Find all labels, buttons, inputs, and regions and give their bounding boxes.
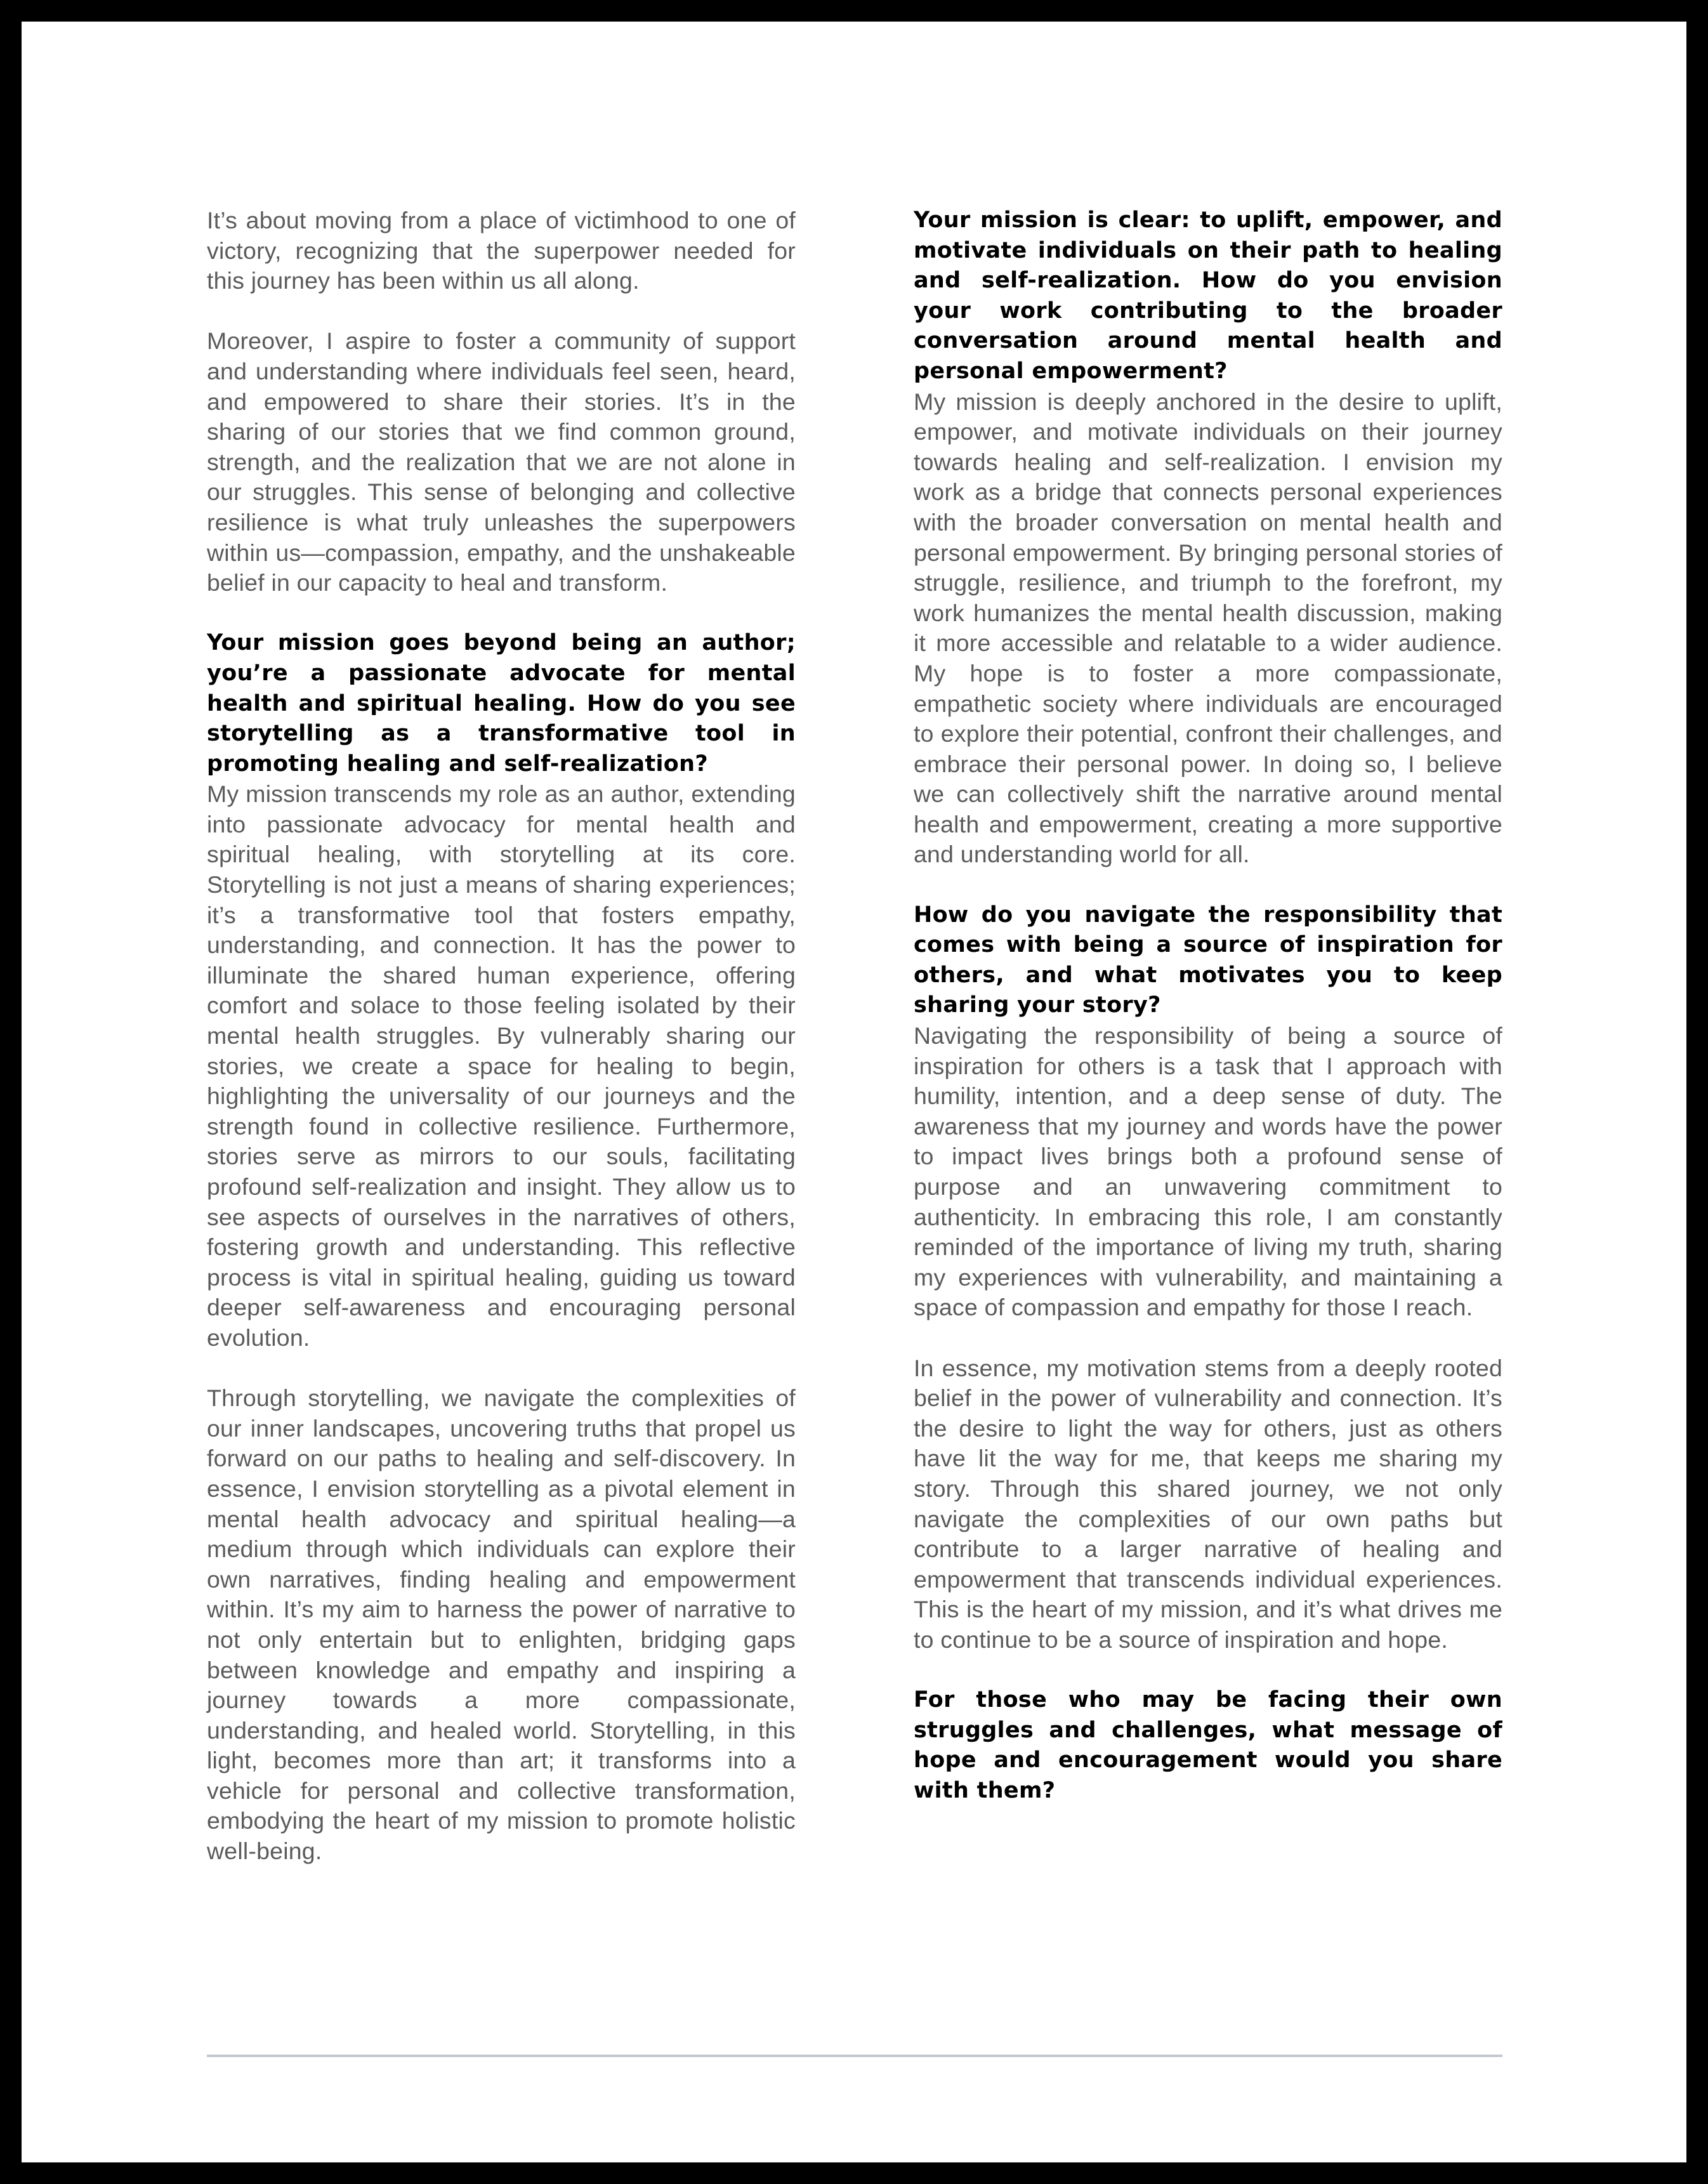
footer-divider xyxy=(207,2055,1502,2057)
answer-paragraph-motivation: In essence, my motivation stems from a deeply rooted belief in the power of vulnerability and connection. It’s the desire to light the way for others, just as others have lit the way for me, that keeps me sharing my story. Through this shared journey, we not only navigate the complexities of our own paths but contribute to a larger narrative of healing and empowerment that transcends individual experiences. This is the heart of my mission, and it’s what drives me to continue to be a source of inspiration and hope. xyxy=(914,1354,1502,1653)
interview-question-mission: Your mission is clear: to uplift, empower, and motivate individuals on their path to healing and self-realization. How do you envision your work contributing to the broader conversation around mental health and personal empowerment? xyxy=(914,207,1502,384)
intro-paragraph-community: Moreover, I aspire to foster a community of support and understanding where individuals feel seen, heard, and empowered to share their stories. It’s in the sharing of our stories that we find common ground, strength, and the realization that we are not alone in our struggles. This sense of belonging and collective resilience is what truly unleashes the superpowers within us—compassion, empathy, and the unshakeable belief in our capacity to heal and transform. xyxy=(207,327,796,596)
magazine-page xyxy=(22,22,1686,2162)
answer-paragraph-navigate: Through storytelling, we navigate the complexities of our inner landscapes, uncovering truths that propel us forward on our paths to healing and self-discovery. In essence, I envision storytelling as a pivotal element in mental health advocacy and spiritual healing—a medium through which individuals can explore their own narratives, finding healing and empowerment within. It’s my aim to harness the power of narrative to not only entertain but to enlighten, bridging gaps between knowledge and empathy and inspiring a journey towards a more compassionate, understanding, and healed world. Storytelling, in this light, becomes more than art; it transforms into a vehicle for personal and collective transformation, embodying the heart of my mission to promote holistic well-being. xyxy=(207,1385,796,1865)
interview-question-storytelling: Your mission goes beyond being an author; you’re a passionate advocate for mental health and spiritual healing. How do you see storytelling as a transformative tool in promoting healing and self-realization? xyxy=(207,630,796,777)
paragraph-gap xyxy=(207,1353,796,1384)
answer-paragraph-responsibility: Navigating the responsibility of being a source of inspiration for others is a task that I approach with humility, intention, and a deep sense of duty. The awareness that my journey and words have the power to impact lives brings both a profound sense of purpose and an unwavering commitment to authenticity. In embracing this role, I am constantly reminded of the importance of living my truth, sharing my experiences with vulnerability, and maintaining a space of compassion and empathy for those I reach. xyxy=(914,1022,1502,1321)
answer-paragraph-mission: My mission is deeply anchored in the desire to uplift, empower, and motivate individuals on their journey towards healing and self-realization. I envision my work as a bridge that connects personal experiences with the broader conversation on mental health and personal empowerment. By bringing personal stories of struggle, resilience, and triumph to the forefront, my work humanizes the mental health discussion, making it more accessible and relatable to a wider audience. My hope is to foster a more compassionate, empathetic society where individuals are encouraged to explore their potential, confront their challenges, and embrace their personal power. In doing so, I believe we can collectively shift the narrative around mental health and empowerment, creating a more supportive and understanding world for all. xyxy=(914,388,1502,868)
paragraph-gap xyxy=(914,870,1502,900)
paragraph-gap xyxy=(914,1323,1502,1353)
left-column xyxy=(207,206,796,1867)
paragraph-gap xyxy=(207,296,796,327)
paragraph-gap xyxy=(914,1655,1502,1686)
right-column xyxy=(914,206,1502,1806)
answer-paragraph-storytelling: My mission transcends my role as an author, extending into passionate advocacy for mental health and spiritual healing, with storytelling at its core. Storytelling is not just a means of sharing experiences; it’s a transformative tool that fosters empathy, understanding, and connection. It has the power to illuminate the shared human experience, offering comfort and solace to those feeling isolated by their mental health struggles. By vulnerably sharing our stories, we create a space for healing to begin, highlighting the universality of our journeys and the strength found in collective resilience. Furthermore, stories serve as mirrors to our souls, facilitating profound self-realization and insight. They allow us to see aspects of ourselves in the narratives of others, fostering growth and understanding. This reflective process is vital in spiritual healing, guiding us toward deeper self-awareness and encouraging personal evolution. xyxy=(207,780,796,1351)
interview-question-hope: For those who may be facing their own struggles and challenges, what message of hope and encouragement would you share with them? xyxy=(914,1687,1502,1803)
interview-question-responsibility: How do you navigate the responsibility that comes with being a source of inspiration for others, and what motivates you to keep sharing your story? xyxy=(914,902,1502,1018)
paragraph-gap xyxy=(207,598,796,629)
intro-paragraph-victory: It’s about moving from a place of victimhood to one of victory, recognizing that the superpower needed for this journey has been within us all along. xyxy=(207,207,796,294)
